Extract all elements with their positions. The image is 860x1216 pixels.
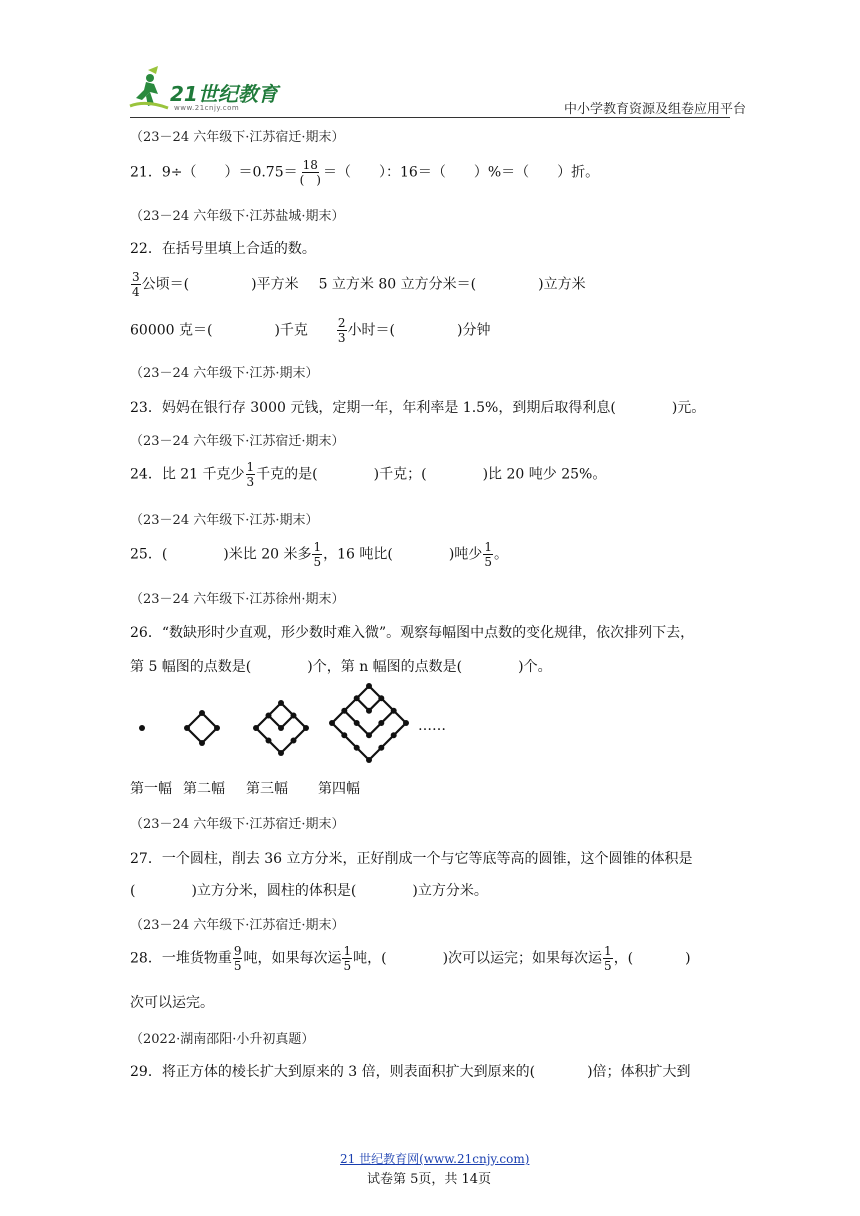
figure-2 [187, 713, 217, 743]
figure-1 [139, 725, 145, 731]
question-22-stem: 22．在括号里填上合适的数。 [130, 241, 316, 257]
figure-3-dots [253, 700, 309, 756]
figure-label-1: 第一幅 [130, 781, 172, 797]
q26-source: （23－24 六年级下·江苏徐州·期末） [130, 592, 345, 607]
fraction: $\frac{1}{5}$ [343, 944, 352, 973]
question-25: 25．( )米比 20 米多 $\frac{1}{5}$ ，16 吨比( )吨少 $\frac{1}{5}$ 。 [130, 540, 508, 569]
fraction: $\frac{1}{5}$ [604, 944, 612, 973]
ellipsis: …… [418, 718, 446, 734]
logo-runner-icon [128, 66, 172, 112]
q25-source: （23－24 六年级下·江苏·期末） [130, 513, 319, 528]
question-28-line2: 次可以运完。 [130, 995, 214, 1011]
logo-text: 21世纪教育 [170, 82, 278, 106]
footer-link[interactable]: 21 世纪教育网(www.21cnjy.com) [340, 1152, 530, 1166]
figure-2-dots [184, 710, 220, 746]
q29-source: （2022·湖南邵阳·小升初真题） [130, 1032, 315, 1047]
fraction: $\frac{9}{5}$ [233, 944, 242, 973]
q22-source: （23－24 六年级下·江苏盐城·期末） [130, 209, 345, 224]
q23-source: （23－24 六年级下·江苏·期末） [130, 366, 319, 381]
question-27-line1: 27．一个圆柱，削去 36 立方分米，正好削成一个与它等底等高的圆锥，这个圆锥的体积是 [130, 851, 693, 867]
fraction: $\frac{3}{4}$ [132, 270, 140, 299]
question-27-line2: ( )立方分米，圆柱的体积是( )立方分米。 [130, 883, 488, 899]
question-28-line1: 28．一堆货物重 $\frac{9}{5}$ 吨，如果每次运 $\frac{1}{5}$ 吨，( )次可以运完；如果每次运 $\frac{1}{5}$ ，( ) [130, 944, 691, 973]
figure-label-2: 第二幅 [183, 781, 225, 797]
fraction: $\frac{1}{3}$ [246, 460, 255, 489]
question-29: 29．将正方体的棱长扩大到原来的 3 倍，则表面积扩大到原来的( )倍；体积扩大到 [130, 1064, 691, 1080]
fraction: $\frac{2}{3}$ [337, 316, 346, 345]
fraction: $\frac{18}{( )}$ [299, 158, 321, 187]
q28-source: （23－24 六年级下·江苏宿迁·期末） [130, 918, 345, 933]
question-26-line2: 第 5 幅图的点数是( )个，第 n 幅图的点数是( )个。 [130, 659, 552, 675]
q24-source: （23－24 六年级下·江苏宿迁·期末） [130, 434, 345, 449]
figure-label-3: 第三幅 [246, 781, 288, 797]
question-21: 21．9÷（ ）＝0.75＝ $\frac{18}{( )}$ ＝（ ）：16＝（ ）%＝（ ）折。 [130, 158, 600, 187]
question-23: 23．妈妈在银行存 3000 元钱，定期一年，年利率是 1.5%，到期后取得利息( )元。 [130, 400, 706, 416]
header-divider [130, 117, 730, 118]
q21-source: （23－24 六年级下·江苏宿迁·期末） [130, 130, 345, 145]
q27-source: （23－24 六年级下·江苏宿迁·期末） [130, 817, 345, 832]
question-24: 24．比 21 千克少 $\frac{1}{3}$ 千克的是( )千克；( )比 20 吨少 25%。 [130, 460, 607, 489]
fraction: $\frac{1}{5}$ [484, 540, 492, 569]
question-26-line1: 26．“数缺形时少直观，形少数时难入微”。观察每幅图中点数的变化规律，依次排列下去， [130, 625, 695, 641]
figure-label-4: 第四幅 [318, 781, 360, 797]
question-22-row2: 60000 克＝( )千克 $\frac{2}{3}$ 小时＝( )分钟 [130, 316, 491, 345]
page-number: 试卷第 5页，共 14页 [367, 1172, 492, 1187]
logo-url: www.21cnjy.com [174, 104, 240, 112]
figure-4 [332, 686, 406, 760]
platform-name: 中小学教育资源及组卷应用平台 [564, 102, 747, 117]
figure-4-dots [329, 683, 409, 763]
fraction: $\frac{1}{5}$ [313, 540, 322, 569]
question-22-row1: $\frac{3}{4}$ 公顷＝( )平方米 5 立方米 80 立方分米＝( )立方米 [132, 270, 586, 299]
